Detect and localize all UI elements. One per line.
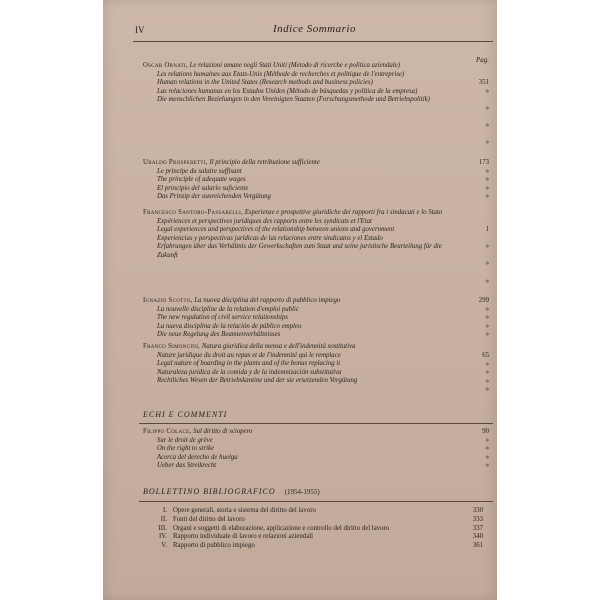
entry-translation: The principle of adequate wages: [157, 176, 246, 184]
entry-translation: Human relations in the United States (Research methods and business policies): [157, 79, 373, 87]
entry-translation: La nueva disciplina de la relación de público empleo: [157, 322, 302, 330]
toc-entry: [143, 297, 463, 340]
item-text: Rapporto di pubblico impiego: [173, 542, 255, 550]
entry-translation: Naturaleza jurídica de la comida y de la indemnización substitutiva: [157, 368, 342, 376]
entry-title: Il principio della retribuzione sufficiente: [209, 159, 320, 166]
list-item: [141, 542, 491, 551]
entry-pages: [467, 428, 489, 471]
item-number: IV.: [159, 533, 167, 541]
ditto-mark: »: [485, 139, 489, 147]
pag-label: Pag.: [475, 56, 489, 64]
entry-translation: Rechtliches Wesen der Betriebskantine und der sie ersetzenden Vergütung: [157, 377, 358, 385]
item-page: 333: [472, 515, 483, 523]
toc-entry: [143, 343, 463, 386]
entry-translation: Nature juridique du droit au repas et de l'indemnité qui le remplace: [157, 351, 341, 359]
ditto-mark: »: [485, 193, 489, 201]
item-page: 337: [472, 524, 483, 532]
entry-title: Sul diritto di sciopero: [193, 428, 253, 435]
entry-translation: Las relaciones humanas en los Estados Unidos (Método de búsquedas y política de la empresa): [157, 87, 418, 95]
entry-page: 299: [478, 297, 489, 304]
entry-lead: [143, 209, 463, 218]
list-item: [141, 516, 491, 525]
entry-pages: [467, 297, 489, 340]
entry-author: Franco Simoncini,: [143, 343, 201, 350]
page-title: Indice Sommario: [273, 23, 356, 35]
item-page: 361: [472, 542, 483, 550]
item-number: II.: [160, 515, 167, 523]
entry-translation: La nouvelle discipline de la relation d'emploi public: [157, 305, 299, 313]
entry-translation: The new regulation of civil service relationships: [157, 314, 288, 322]
entry-translation: Erfahrungen über das Verhältnis der Gewerkschaften zum Staat und seine juristische Beurteilung für die Zukunft: [157, 243, 442, 259]
ditto-mark: »: [485, 305, 489, 313]
ditto-mark: »: [485, 369, 489, 377]
entry-translation: On the right to strike: [157, 445, 215, 453]
item-number: V.: [161, 542, 167, 550]
ditto-mark: »: [485, 87, 489, 95]
entry-translation: Le principe du salaire suffisant: [157, 167, 242, 175]
ditto-mark: »: [485, 331, 489, 339]
entry-lead: [143, 62, 463, 71]
toc-entry: [143, 428, 463, 471]
entry-page: 173: [478, 159, 489, 166]
ditto-mark: »: [485, 277, 489, 285]
entry-lead: [143, 159, 463, 168]
entry-author: Francesco Santoro-Passarelli,: [143, 209, 244, 216]
entry-pages: [467, 159, 489, 202]
entry-translation: Sur le droit de grève: [157, 436, 213, 444]
ditto-mark: »: [485, 436, 489, 444]
item-page: 340: [472, 533, 483, 541]
section-rule: [139, 423, 493, 424]
list-item: [141, 533, 491, 542]
item-number: III.: [158, 524, 167, 532]
ditto-mark: »: [485, 121, 489, 129]
entry-translation: Die neue Regelung des Beamtenverhältnisses: [157, 331, 281, 339]
entry-page: 351: [478, 79, 489, 86]
entry-author: Oscar Ornati,: [143, 62, 188, 69]
ditto-mark: »: [485, 243, 489, 251]
entry-author: Ignazio Scotto,: [143, 297, 193, 304]
ditto-mark: »: [485, 184, 489, 192]
entry-translation: Legal experiences and perspectives of the relationship between unions and government: [157, 226, 395, 234]
entry-author: Ubaldo Prosperetti,: [143, 159, 208, 166]
toc-entry: [143, 62, 463, 105]
entry-translation: Legal nature of boarding in the plants and of the bonus replacing it: [157, 360, 341, 368]
entry-page: 65: [482, 352, 489, 359]
ditto-mark: »: [485, 322, 489, 330]
entry-pages: [467, 79, 489, 156]
entry-title: La nuova disciplina del rapporto di pubblico impiego: [194, 297, 341, 304]
ditto-mark: »: [485, 314, 489, 322]
item-text: Opere generali, storia e sistema del diritto del lavoro: [173, 507, 316, 514]
ditto-mark: »: [485, 386, 489, 394]
list-item: [141, 507, 491, 516]
entry-translation: Acerca del derecho de huelga: [157, 453, 238, 461]
ditto-mark: »: [485, 104, 489, 112]
section-heading-echi: ECHI E COMMENTI: [143, 410, 228, 419]
entry-pages: [467, 226, 489, 295]
ditto-mark: »: [485, 167, 489, 175]
ditto-mark: »: [485, 462, 489, 470]
item-number: I.: [163, 507, 167, 514]
entry-author: Filippo Colace,: [143, 428, 192, 435]
biblio-years: (1954-1955): [284, 488, 320, 496]
biblio-list: [141, 507, 491, 551]
ditto-mark: »: [485, 360, 489, 368]
toc-entry: [143, 209, 463, 261]
entry-page: 90: [482, 428, 489, 435]
section-rule: [139, 501, 493, 502]
item-text: Fonti del diritto del lavoro: [173, 515, 245, 523]
entry-translation: Expériences et perspectives juridiques des rapports entre les syndicats et l'Etat: [157, 217, 372, 225]
entry-lead: [143, 297, 463, 306]
ditto-mark: »: [485, 377, 489, 385]
ditto-mark: »: [485, 445, 489, 453]
list-item: [141, 525, 491, 534]
entry-page: 1: [485, 226, 489, 233]
entry-translation: Die menschlichen Beziehungen in den Vereinigten Staaten (Forschungsmethode und Betriebspolitik): [157, 96, 430, 104]
ditto-mark: »: [485, 260, 489, 268]
entry-title: Le relazioni umane negli Stati Uniti (Metodo di ricerche e politica aziendale): [189, 62, 400, 69]
item-page: 330: [472, 507, 483, 514]
header-rule: [133, 41, 493, 42]
entry-translation: Ueber das Streikrecht: [157, 462, 217, 470]
biblio-heading: BOLLETTINO BIBLIOGRAFICO: [143, 487, 276, 496]
ditto-mark: »: [485, 453, 489, 461]
page-number: IV: [135, 25, 145, 35]
toc-entry: [143, 159, 463, 202]
entry-lead: [143, 343, 463, 352]
document-page: [103, 0, 497, 600]
item-text: Organi e soggetti di elaborazione, applicazione e controllo del diritto del lavoro: [173, 524, 390, 532]
entry-pages: [467, 352, 489, 395]
section-heading-biblio: [143, 487, 320, 496]
entry-translation: Experiencias y perspectivas jurídicas de las relaciones entre sindicatos y el Estado: [157, 234, 383, 242]
entry-lead: [143, 428, 463, 437]
entry-translation: Das Prinzip der ausreichenden Vergütung: [157, 193, 271, 201]
entry-translation: Les relations humaines aux Etats-Unis (Méthode de recherches et politique de l'entreprise): [157, 70, 405, 78]
entry-title: Esperienze e prospettive giuridiche dei rapporti fra i sindacati e lo Stato: [244, 209, 443, 216]
entry-translation: El principio del salario suficiente: [157, 184, 249, 192]
item-text: Rapporto individuale di lavoro e relazioni aziendali: [173, 533, 314, 541]
entry-title: Natura giuridica della mensa e dell'indennità sostitutiva: [201, 343, 356, 350]
ditto-mark: »: [485, 176, 489, 184]
